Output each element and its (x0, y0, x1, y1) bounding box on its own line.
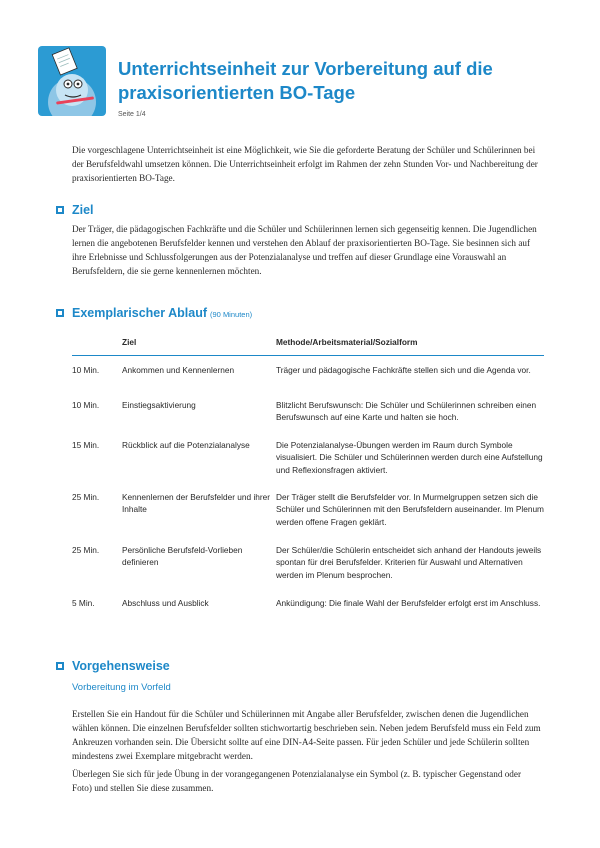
student-with-paper-icon (38, 46, 106, 116)
section-ablauf-title: Exemplarischer Ablauf (72, 306, 208, 320)
row-ziel: Abschluss und Ausblick (122, 597, 209, 608)
table-row (72, 544, 544, 597)
ziel-paragraph: Der Träger, die pädagogischen Fachkräfte und die Schüler und Schülerinnen lernen sich gegenseitig kennen. Die Jugendlichen lernen die angebotenen Berufsfelder kennen und verstehen den Ablauf der praxisorientierten BO-Tage. Sie besinnen sich auf ihre Erlebnisse und Schlussfolgerungen aus der Potenzialanalyse und treffen auf dieser Grundlage eine Vorauswahl an Berufsfeldern, die sie gerne kennenlernen möchten. (72, 224, 537, 276)
table-row (72, 491, 544, 544)
row-ziel: Einstiegsaktivierung (122, 399, 196, 410)
table-row (72, 597, 544, 637)
section-vorgehen-title: Vorgehensweise (72, 659, 170, 673)
section-ablauf-heading (56, 305, 252, 321)
row-methode: Ankündigung: Die finale Wahl der Berufsfelder erfolgt erst im Anschluss. (276, 597, 541, 608)
square-bullet-icon (56, 662, 64, 670)
row-methode: Der Träger stellt die Berufsfelder vor. In Murmelgruppen setzen sich die Schüler und Schülerinnen mit den Berufsfeldern auseinander. Im Plenum werden offene Fragen geklärt. (276, 491, 544, 527)
row-methode: Blitzlicht Berufswunsch: Die Schüler und Schülerinnen schreiben einen Berufswunsch auf eine Karte und halten sie hoch. (276, 399, 537, 422)
page-number: Seite 1/4 (118, 111, 146, 118)
column-header-methode: Methode/Arbeitsmaterial/Sozialform (276, 334, 544, 355)
row-time: 10 Min. (72, 399, 100, 410)
section-ablauf-duration: (90 Minuten) (210, 309, 253, 319)
column-header-time (72, 334, 122, 355)
row-time: 25 Min. (72, 491, 100, 502)
table-row (72, 439, 544, 491)
section-ziel-title: Ziel (72, 203, 94, 217)
row-methode: Der Schüler/die Schülerin entscheidet sich anhand der Handouts jeweils spontan für drei Berufsfelder. Kriterien für Auswahl und Alternativen werden im Plenum besprochen. (276, 544, 542, 580)
table-row (72, 399, 544, 439)
square-bullet-icon (56, 309, 64, 317)
table-row (72, 355, 544, 399)
table-header-row (72, 334, 544, 355)
row-time: 25 Min. (72, 544, 100, 555)
intro-paragraph: Die vorgeschlagene Unterrichtseinheit ist eine Möglichkeit, wie Sie die geforderte Beratung der Schüler und Schülerinnen bei der Berufsfeldwahl umsetzen können. Die Unterrichtseinheit erfolgt im Rahmen der zehn Stunden Vor- und Nachbereitung der praxisorientierten BO-Tage. (72, 145, 538, 183)
row-time: 10 Min. (72, 364, 100, 375)
section-vorgehen-heading (56, 658, 170, 674)
row-time: 15 Min. (72, 439, 100, 450)
page-title: Unterrichtseinheit zur Vorbereitung auf die praxisorientierten BO-Tage (118, 58, 493, 103)
row-ziel: Rückblick auf die Potenzialanalyse (122, 439, 250, 450)
ablauf-table (72, 334, 544, 637)
row-time: 5 Min. (72, 597, 95, 608)
row-ziel: Ankommen und Kennenlernen (122, 364, 235, 375)
row-methode: Die Potenzialanalyse-Übungen werden im Raum durch Symbole visualisiert. Die Schüler und Schülerinnen werden durch eine Aufstellung und Reflexionsfragen aktiviert. (276, 439, 543, 475)
vorgehen-paragraph-1: Erstellen Sie ein Handout für die Schüler und Schülerinnen mit Angabe aller Berufsfelder, zwischen denen die Jugendlichen wählen können. Die einzelnen Berufsfelder sollten stichwortartig beschrieben sein. Neben jedem Berufsfeld muss ein Feld zum Ankreuzen vorhanden sein. Die Übersicht sollte auf eine DIN-A4-Seite passen. Für jeden Schüler und jede Schülerin sollten mindestens zwei Exemplare mitgebracht werden. (72, 709, 541, 761)
row-ziel: Kennenlernen der Berufsfelder und ihrer Inhalte (122, 491, 271, 514)
vorbereitung-subheading: Vorbereitung im Vorfeld (72, 682, 171, 693)
vorgehen-paragraph-2: Überlegen Sie sich für jede Übung in der vorangegangenen Potenzialanalyse ein Symbol (z. B. typischer Gegenstand oder Foto) und stellen Sie diese zusammen. (72, 769, 522, 793)
square-bullet-icon (56, 206, 64, 214)
row-ziel: Persönliche Berufsfeld-Vorlieben definieren (122, 544, 243, 567)
section-ziel-heading (56, 202, 94, 218)
row-methode: Träger und pädagogische Fachkräfte stellen sich und die Agenda vor. (276, 364, 531, 375)
column-header-ziel: Ziel (122, 334, 276, 355)
